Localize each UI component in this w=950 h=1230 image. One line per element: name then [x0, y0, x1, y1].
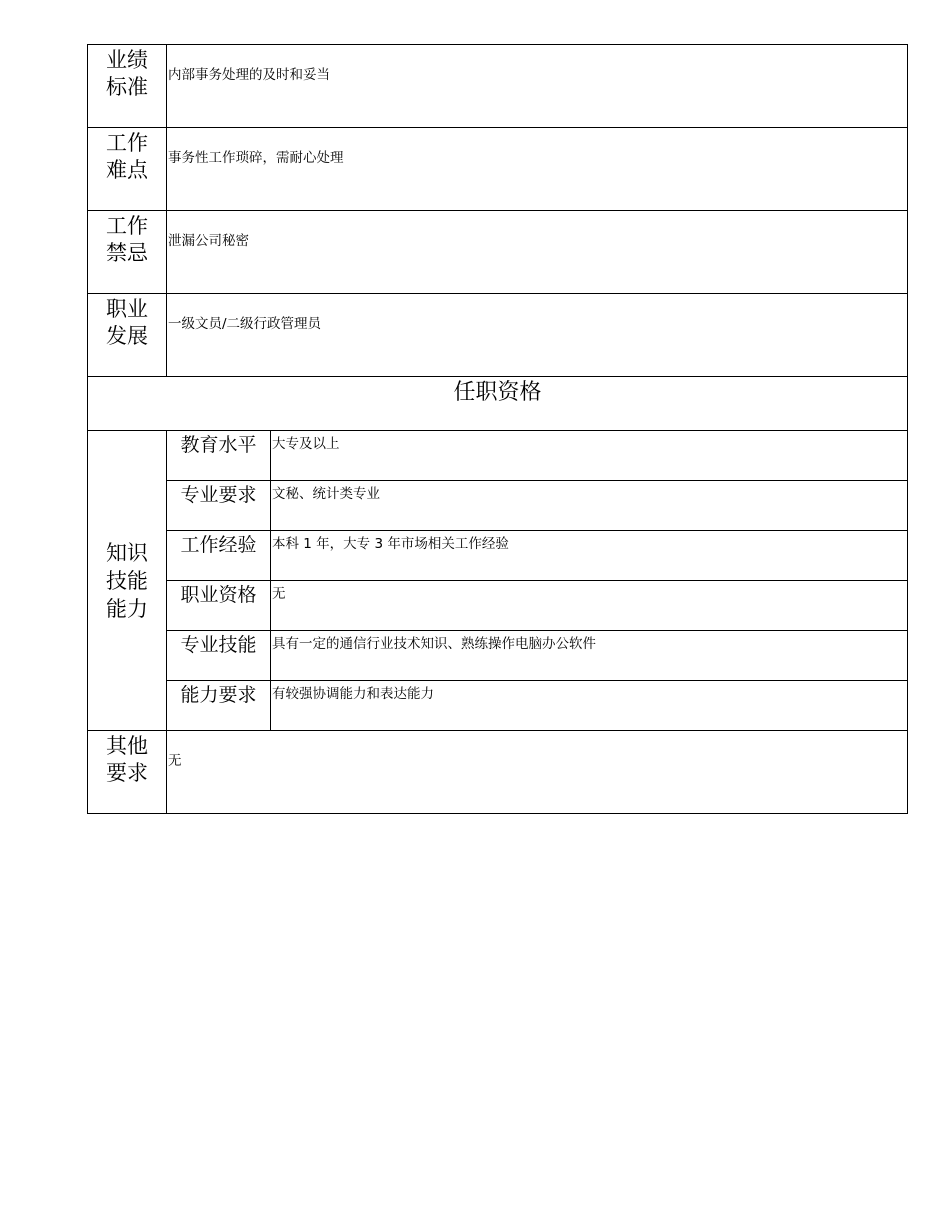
table-row — [88, 294, 908, 377]
row-label-work-difficulty: 工作 难点 — [88, 128, 167, 211]
table-row — [88, 431, 908, 481]
table-row — [88, 128, 908, 211]
row-label-performance-standard: 业绩 标准 — [88, 45, 167, 128]
sub-value-professional-skills: 具有一定的通信行业技术知识、熟练操作电脑办公软件 — [271, 631, 908, 681]
sub-value-experience: 本科 1 年，大专 3 年市场相关工作经验 — [271, 531, 908, 581]
section-title-qualifications: 任职资格 — [88, 377, 908, 431]
table-row — [88, 731, 908, 814]
sub-label-certification: 职业资格 — [167, 581, 271, 631]
table-row — [88, 45, 908, 128]
sub-label-major: 专业要求 — [167, 481, 271, 531]
row-label-other-requirements: 其他 要求 — [88, 731, 167, 814]
row-value-performance-standard: 内部事务处理的及时和妥当 — [167, 45, 908, 128]
table-row — [88, 531, 908, 581]
row-label-career-development: 职业 发展 — [88, 294, 167, 377]
sub-value-education: 大专及以上 — [271, 431, 908, 481]
table-row — [88, 631, 908, 681]
table-row — [88, 681, 908, 731]
row-value-career-development: 一级文员/二级行政管理员 — [167, 294, 908, 377]
sub-label-ability-requirements: 能力要求 — [167, 681, 271, 731]
row-value-other-requirements: 无 — [167, 731, 908, 814]
section-header-row — [88, 377, 908, 431]
sub-value-certification: 无 — [271, 581, 908, 631]
table-row — [88, 211, 908, 294]
row-label-work-taboo: 工作 禁忌 — [88, 211, 167, 294]
sub-value-ability-requirements: 有较强协调能力和表达能力 — [271, 681, 908, 731]
sub-value-major: 文秘、统计类专业 — [271, 481, 908, 531]
job-description-table — [87, 44, 908, 814]
row-value-work-taboo: 泄漏公司秘密 — [167, 211, 908, 294]
group-label-knowledge-skills-ability: 知识 技能 能力 — [88, 431, 167, 731]
row-value-work-difficulty: 事务性工作琐碎，需耐心处理 — [167, 128, 908, 211]
table-row — [88, 481, 908, 531]
table-row — [88, 581, 908, 631]
sub-label-experience: 工作经验 — [167, 531, 271, 581]
sub-label-education: 教育水平 — [167, 431, 271, 481]
sub-label-professional-skills: 专业技能 — [167, 631, 271, 681]
